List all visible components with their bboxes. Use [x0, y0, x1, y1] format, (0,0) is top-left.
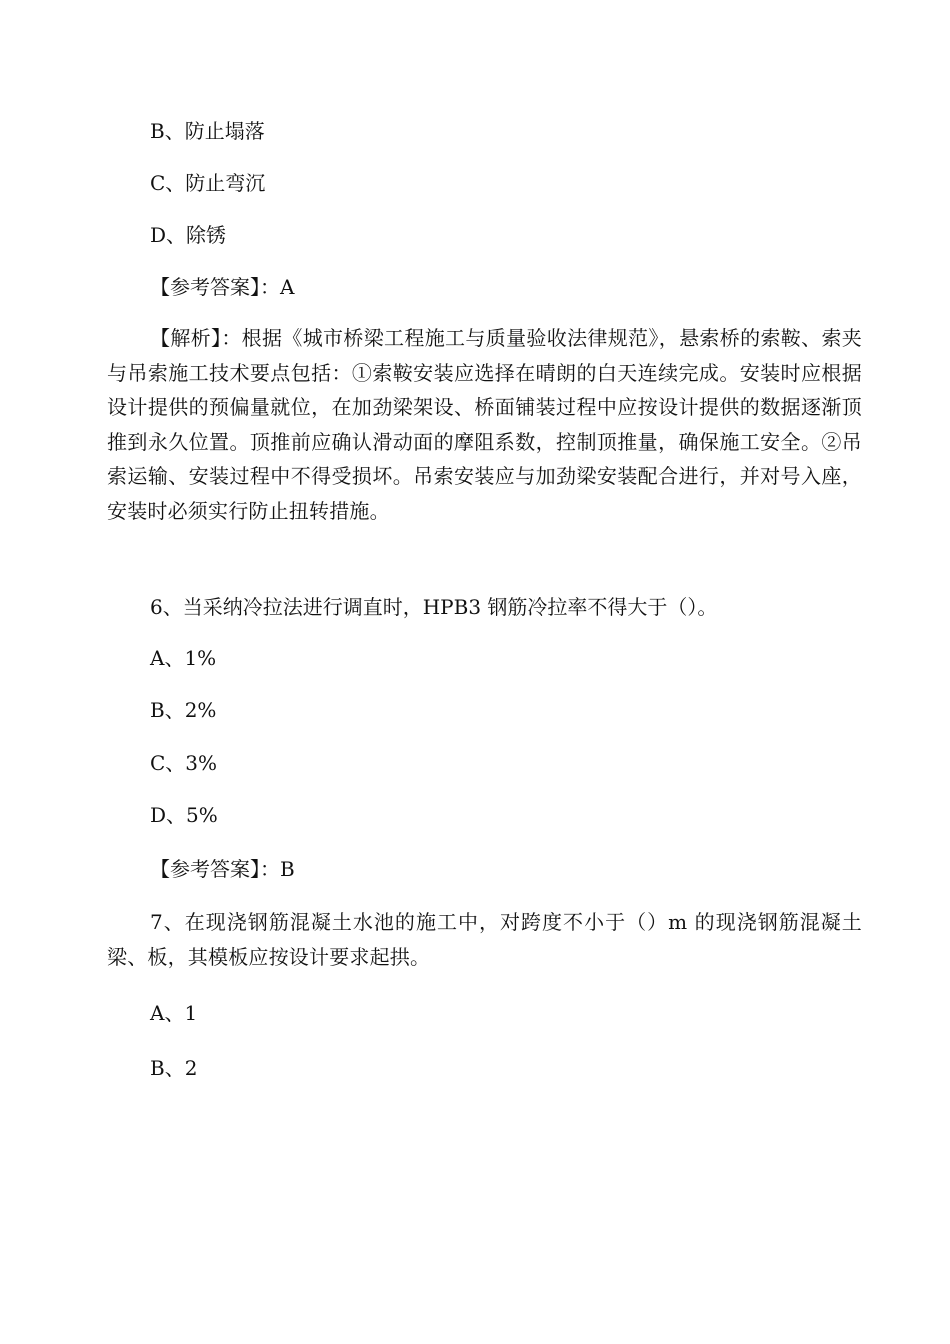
- q6-option-c: C、3%: [150, 751, 218, 775]
- q5-answer: 【参考答案】：A: [150, 275, 295, 299]
- q6-question: 6、当采纳冷拉法进行调直时，HPB3 钢筋冷拉率不得大于（）。: [150, 595, 718, 619]
- q5-option-d: D、除锈: [150, 223, 227, 247]
- q5-option-b: B、防止塌落: [150, 119, 265, 143]
- q5-option-c: C、防止弯沉: [150, 171, 266, 195]
- q6-option-b: B、2%: [150, 698, 217, 722]
- q5-analysis: 【解析】：根据《城市桥梁工程施工与质量验收法律规范》，悬索桥的索鞍、索夹与吊索施工技术要点包括：①索鞍安装应选择在晴朗的白天连续完成。安装时应根据设计提供的预偏量就位，在加劲梁架设、桥面铺装过程中应按设计提供的数据逐渐顶推到永久位置。顶推前应确认滑动面的摩阻系数，控制顶推量，确保施工安全。②吊索运输、安装过程中不得受损坏。吊索安装应与加劲梁安装配合进行，并对号入座，安装时必须实行防止扭转措施。: [107, 326, 862, 523]
- q7-question: 7、在现浇钢筋混凝土水池的施工中，对跨度不小于（）m 的现浇钢筋混凝土梁、板，其模板应按设计要求起拱。: [107, 910, 862, 969]
- q7-option-b: B、2: [150, 1056, 198, 1080]
- q6-option-a: A、1%: [150, 646, 217, 670]
- q7-option-a: A、1: [150, 1001, 198, 1025]
- q6-answer: 【参考答案】：B: [150, 857, 295, 881]
- q6-option-d: D、5%: [150, 803, 218, 827]
